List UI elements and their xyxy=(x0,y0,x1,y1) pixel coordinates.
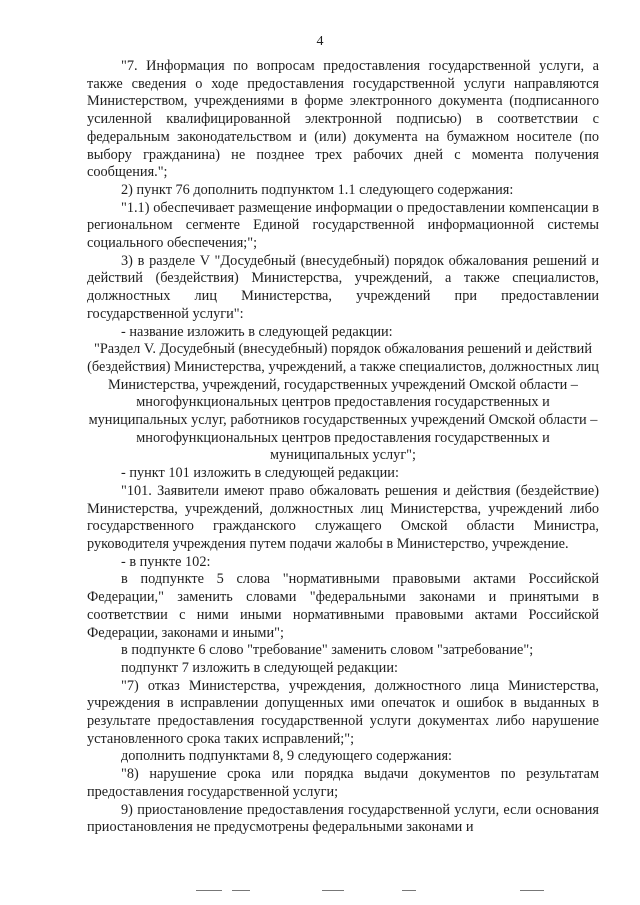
paragraph-subclause-9: 9) приостановление предоставления государственной услуги, если основания приостановления не предусмотрены федеральными законами и xyxy=(87,801,599,836)
paragraph-subclause-8: "8) нарушение срока или порядка выдачи документов по результатам предоставления государственной услуги; xyxy=(87,766,599,800)
page-number: 4 xyxy=(316,34,324,49)
paragraph-item-102-instruction: - в пункте 102: xyxy=(121,553,211,570)
paragraph-subclause-1-1: "1.1) обеспечивает размещение информации о предоставлении компенсации в региональном сегменте Единой государственной информационной системы социального обеспечения;"; xyxy=(87,199,599,252)
section-v-heading: "Раздел V. Досудебный (внесудебный) порядок обжалования решений и действий (бездействия) Министерства, учреждений, а также специалистов, должностных лиц Министерства, учреждений, государственных учреждений Омской области – многофункциональных центров предоставления государственных и муниципальных услуг, работников государственных учреждений Омской области – многофункциональных центров предоставления государственных и муниципальных услуг"; xyxy=(87,341,599,464)
paragraph-title-instruction: - название изложить в следующей редакции: xyxy=(121,323,393,340)
document-body xyxy=(87,58,599,837)
paragraph-subclause-5: в подпункте 5 слова "нормативными правовыми актами Российской Федерации," заменить словами "федеральными законами и принятыми в соответствии с ними иными нормативными правовыми актами Российской Федерации, законами и иными"; xyxy=(87,571,599,641)
scan-artifact xyxy=(232,890,250,891)
scan-artifact xyxy=(402,890,416,891)
scan-artifact xyxy=(196,890,222,891)
paragraph-subclause-6: в подпункте 6 слово "требование" заменить словом "затребование"; xyxy=(121,642,534,659)
paragraph-subclause-7-instruction: подпункт 7 изложить в следующей редакции: xyxy=(121,659,398,676)
paragraph-item-101-instruction: - пункт 101 изложить в следующей редакции: xyxy=(121,465,399,482)
scan-artifact xyxy=(322,890,344,891)
paragraph-item-101: "101. Заявители имеют право обжаловать решения и действия (бездействие) Министерства, учреждений, должностных лиц Министерства, учреждений либо государственного гражданского служащего Омской области Министра, руководителя учреждения путем подачи жалобы в Министерство, учреждение. xyxy=(87,482,599,552)
paragraph-subclause-2: 2) пункт 76 дополнить подпунктом 1.1 следующего содержания: xyxy=(121,181,514,198)
scan-artifact xyxy=(520,890,544,891)
paragraph-subclause-3: 3) в разделе V "Досудебный (внесудебный) порядок обжалования решений и действий (бездействия) Министерства, учреждений, а также специалистов, должностных лиц Министерства, учреждений при предоставлении государственной услуги": xyxy=(87,252,599,322)
paragraph-subclause-7: "7) отказ Министерства, учреждения, должностного лица Министерства, учреждения в исправлении допущенных ими опечаток и ошибок в выданных в результате предоставления государственной услуги документах либо нарушение установленного срока таких исправлений;"; xyxy=(87,677,599,747)
paragraph-item-7: "7. Информация по вопросам предоставления государственной услуги, а также сведения о ходе предоставления государственной услуги направляются Министерством, учреждениями в форме электронного документа (подписанного усиленной квалифицированной электронной подписью) в соответствии с федеральным законодательством и (или) документа на бумажном носителе (по выбору гражданина) не позднее трех рабочих дней с момента получения сообщения."; xyxy=(87,58,599,181)
paragraph-add-subclauses-instruction: дополнить подпунктами 8, 9 следующего содержания: xyxy=(121,748,452,765)
